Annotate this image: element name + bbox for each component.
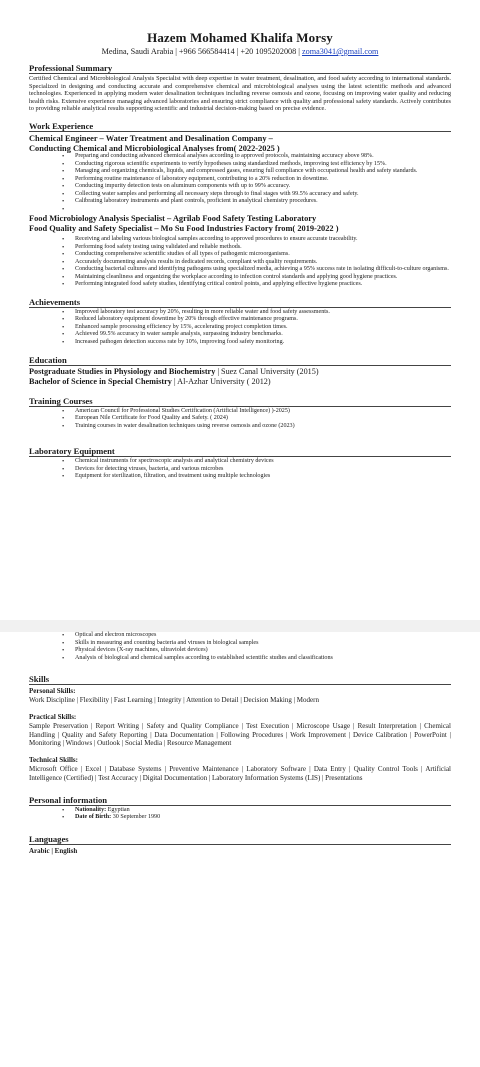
job2-bullets bbox=[29, 236, 451, 289]
section-training-courses: Training Courses bbox=[29, 396, 451, 407]
list-item: • Conducting rigorous scientific experiments to verify hypotheses using standardized methods, improving test efficiency by 15%. bbox=[62, 160, 387, 168]
page-break bbox=[0, 620, 480, 632]
list-item: • Chemical instruments for spectroscopic analysis and analytical chemistry devices bbox=[62, 458, 274, 466]
contact-line bbox=[29, 46, 451, 57]
technical-skills-label: Technical Skills: bbox=[29, 756, 78, 765]
list-item: • Training courses in water desalination techniques using reverse osmosis and ozone (2023) bbox=[62, 422, 295, 430]
training-bullets bbox=[29, 408, 451, 431]
list-item: • American Council for Professional Studies Certification (Artificial Intelligence) )-2025) bbox=[62, 407, 290, 415]
resume-page-2 bbox=[0, 632, 480, 1067]
personal-skills-label: Personal Skills: bbox=[29, 687, 76, 695]
section-achievements: Achievements bbox=[29, 297, 451, 308]
list-item: • Accurately documenting analysis results in dedicated records, compliant with quality requirements. bbox=[62, 258, 318, 266]
dob-item: • Date of Birth: 30 September 1990 bbox=[62, 814, 161, 822]
section-personal-information: Personal information bbox=[29, 795, 451, 806]
list-item: • Conducting comprehensive scientific studies of all types of pathogenic microorganisms. bbox=[62, 251, 290, 259]
achievements-bullets bbox=[29, 309, 451, 347]
personal-skills-text: Work Discipline | Flexibility | Fast Learning | Integrity | Attention to Detail | Decision Making | Modern bbox=[29, 696, 319, 704]
list-item: • Calibrating laboratory instruments and plant controls, proficient in analytical chemistry procedures. bbox=[62, 198, 318, 206]
list-item: • Collecting water samples and performing all necessary steps through to final stages with 99.5% accuracy and safety. bbox=[62, 190, 359, 198]
list-item: • Preparing and conducting advanced chemical analyses according to approved protocols, maintaining accuracy above 98%. bbox=[62, 153, 374, 161]
list-item: • Receiving and labeling various biological samples according to approved procedures to ensure accurate traceability. bbox=[62, 236, 358, 244]
list-item: • bbox=[62, 205, 65, 213]
list-item: • Skills in measuring and counting bacteria and viruses in biological samples bbox=[62, 639, 259, 647]
section-work-experience: Work Experience bbox=[29, 121, 451, 132]
equipment-bullets-page1 bbox=[29, 458, 451, 481]
list-item: • Performing food safety testing using validated and reliable methods. bbox=[62, 243, 242, 251]
list-item: • Devices for detecting viruses, bacteria, and various microbes bbox=[62, 465, 224, 473]
job2-title-line1: Food Microbiology Analysis Specialist – Agrilab Food Safety Testing Laboratory bbox=[29, 214, 317, 224]
job2-title-line2: Food Quality and Safety Specialist – Mo Su Food Industries Factory from( 2019-2022 ) bbox=[29, 223, 339, 233]
job1-bullets bbox=[29, 153, 451, 213]
section-languages: Languages bbox=[29, 834, 451, 845]
nationality-item: • Nationality: Egyptian bbox=[62, 806, 130, 814]
list-item: • Reduced laboratory equipment downtime by 20% through effective maintenance programs. bbox=[62, 316, 298, 324]
education-item: Bachelor of Science in Special Chemistry | Al-Azhar University ( 2012) bbox=[29, 377, 271, 387]
job1-title-line2: Conducting Chemical and Microbiological Analyses from( 2022-2025 ) bbox=[29, 143, 280, 153]
list-item: • Analysis of biological and chemical samples according to established scientific studies and classifications bbox=[62, 654, 333, 662]
candidate-name: Hazem Mohamed Khalifa Morsy bbox=[147, 30, 333, 45]
list-item: • Enhanced sample processing efficiency by 15%, accelerating project completion times. bbox=[62, 323, 288, 331]
list-item: • Increased pathogen detection success rate by 10%, improving food safety monitoring. bbox=[62, 338, 285, 346]
technical-skills-text: Microsoft Office | Excel | Database Systems | Preventive Maintenance | Laboratory Software | Data Entry | Quality Control Tools | Artificial Intelligence (Certified) | Test Accuracy | Digital Documentation | Laboratory Information Systems (LIS) | Presentations bbox=[29, 765, 451, 782]
list-item: • Managing and organizing chemicals, liquids, and compressed gases, ensuring full compliance with occupational health and safety standards. bbox=[62, 168, 418, 176]
equipment-bullets-page2 bbox=[29, 632, 451, 662]
list-item: • Achieved 99.5% accuracy in water sample analysis, surpassing industry benchmarks. bbox=[62, 331, 283, 339]
section-education: Education bbox=[29, 355, 451, 366]
contact-details: Medina, Saudi Arabia | +966 566584414 | +20 1095202008 | bbox=[101, 47, 302, 56]
job1-title-line1: Chemical Engineer – Water Treatment and Desalination Company – bbox=[29, 133, 273, 143]
list-item: • Performing integrated food safety studies, identifying critical control points, and applying effective hygiene practices. bbox=[62, 281, 363, 289]
section-laboratory-equipment: Laboratory Equipment bbox=[29, 446, 451, 457]
list-item: • Performing routine maintenance of laboratory equipment, contributing to a 20% reduction in downtime. bbox=[62, 175, 329, 183]
list-item: • Physical devices (X-ray machines, ultraviolet devices) bbox=[62, 647, 208, 654]
section-skills: Skills bbox=[29, 674, 451, 685]
email-link[interactable]: zoma3041@gmail.com bbox=[301, 47, 379, 56]
list-item: • Conducting bacterial cultures and identifying pathogens using specialized media, achieving a 95% success rate in isolating difficult-to-culture organisms. bbox=[62, 266, 449, 274]
list-item: • Conducting impurity detection tests on aluminum components with up to 99% accuracy. bbox=[62, 183, 291, 191]
section-professional-summary: Professional Summary bbox=[29, 63, 451, 74]
list-item: • Improved laboratory test accuracy by 20%, resulting in more reliable water and food safety assessments. bbox=[62, 308, 330, 316]
list-item: • European Nile Certificate for Food Quality and Safety. ( 2024) bbox=[62, 415, 228, 423]
list-item: • Equipment for sterilization, filtration, and treatment using multiple technologies bbox=[62, 473, 271, 481]
summary-text: Certified Chemical and Microbiological Analysis Specialist with deep expertise in water treatment, desalination, and food safety according to international standards. Specialized in designing and conducting accurate and comprehensive chemical and microbiological analyses using the latest scientific methods and advanced technologies. Experienced in applying modern water desalination techniques including reverse osmosis and ozone, focusing on improving water quality and reducing health risks. Extensive experience managing advanced laboratories and ensuring strict compliance with quality and professional safety standards. Actively contributes to providing reliable analytical results supporting scientific and industrial decision-making based on precise evidence. bbox=[29, 75, 451, 113]
list-item: • Optical and electron microscopes bbox=[62, 632, 157, 639]
personal-info-bullets bbox=[29, 807, 451, 822]
languages-text: Arabic | English bbox=[29, 846, 78, 855]
education-item: Postgraduate Studies in Physiology and Biochemistry | Suez Canal University (2015) bbox=[29, 367, 319, 377]
practical-skills-label: Practical Skills: bbox=[29, 712, 77, 721]
practical-skills-text: Sample Preservation | Report Writing | Safety and Quality Compliance | Test Execution | Microscope Usage | Result Interpretation | Chemical Handling | Quality and Safety Reporting | Data Documentation | Following Procedures | Work Improvement | Device Calibration | PowerPoint | Monitoring | Windows | Outlook | Social Media | Resource Management bbox=[29, 721, 451, 748]
list-item: • Maintaining cleanliness and organizing the workplace according to infection control standards and applying good hygiene practices. bbox=[62, 273, 398, 281]
